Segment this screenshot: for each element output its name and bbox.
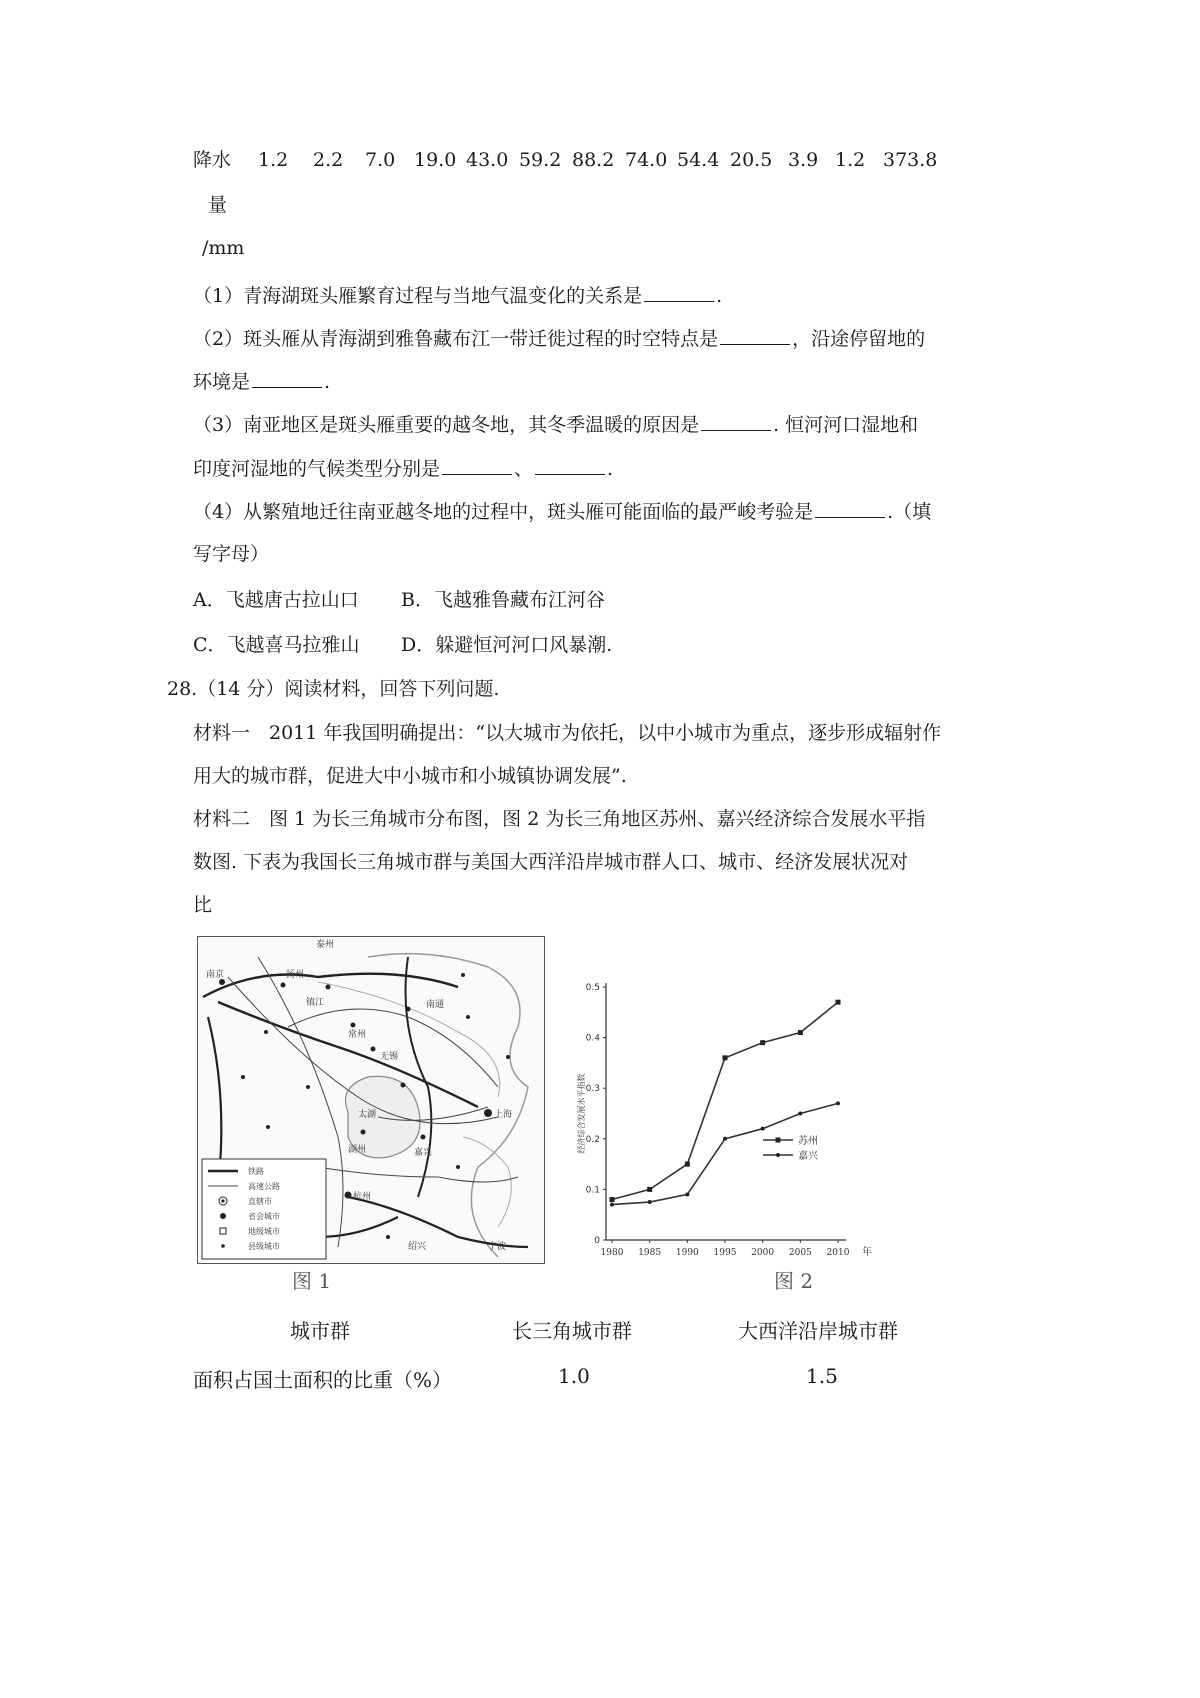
x-tick-label: 2005 <box>788 1248 812 1258</box>
data-point <box>723 1137 727 1141</box>
precip-value: 1.2 <box>835 149 866 171</box>
table-cell: 1.5 <box>806 1364 838 1388</box>
map-label: 南京 <box>206 970 225 980</box>
data-point <box>723 1055 728 1060</box>
precip-value: 1.2 <box>258 149 289 171</box>
table-header: 长三角城市群 <box>512 1319 632 1343</box>
q27-1: （1）青海湖斑头雁繁育过程与当地气温变化的关系是 . <box>193 285 723 307</box>
precip-value: 7.0 <box>365 149 396 171</box>
x-tick-label: 1985 <box>638 1248 662 1258</box>
table-cell: 1.0 <box>558 1364 590 1388</box>
data-point <box>648 1200 652 1204</box>
economy-index-chart <box>568 975 888 1270</box>
y-axis-label: 经济综合发展水平指数 <box>577 1073 586 1154</box>
q28-material2-l3: 比 <box>193 894 213 916</box>
precip-value: 88.2 <box>572 149 615 171</box>
map-label: 绍兴 <box>408 1242 427 1252</box>
precip-value: 43.0 <box>466 149 509 171</box>
y-tick-label: 0.2 <box>585 1134 600 1145</box>
map-label: 杭州 <box>353 1192 372 1202</box>
data-point <box>610 1197 615 1202</box>
legend-text: 省会城市 <box>248 1212 280 1221</box>
precip-row <box>193 148 953 172</box>
precip-value: 54.4 <box>677 149 720 171</box>
figure1-caption: 图 1 <box>292 1269 332 1293</box>
q27-2-cont: 环境是 . <box>193 371 331 393</box>
legend-marker <box>776 1153 780 1157</box>
option-b[interactable]: B．飞越雅鲁藏布江河谷 <box>401 589 605 611</box>
data-point <box>836 1000 841 1005</box>
series-line-suzhou <box>612 1002 838 1199</box>
map-label: 南通 <box>426 1000 445 1010</box>
answer-blank[interactable] <box>701 412 771 431</box>
map-legend <box>202 1159 326 1259</box>
legend-marker <box>776 1138 781 1143</box>
map-label: 嘉兴 <box>414 1148 433 1158</box>
option-a[interactable]: A．飞越唐古拉山口 <box>193 589 359 611</box>
map-label: 无锡 <box>380 1052 399 1062</box>
option-c[interactable]: C．飞越喜马拉雅山 <box>193 634 360 656</box>
q27-2: （2）斑头雁从青海湖到雅鲁藏布江一带迁徙过程的时空特点是 ，沿途停留地的 <box>193 328 926 350</box>
table-cell: 面积占国土面积的比重（%） <box>193 1368 453 1392</box>
option-d[interactable]: D．躲避恒河河口风暴潮. <box>401 634 613 656</box>
precip-value: 19.0 <box>414 149 457 171</box>
data-point <box>610 1203 614 1207</box>
q27-4-cont: 写字母） <box>193 543 270 565</box>
answer-blank[interactable] <box>442 456 512 475</box>
map-svg <box>198 937 544 1263</box>
data-point <box>760 1040 765 1045</box>
x-tick-label: 1990 <box>675 1248 699 1258</box>
map-label: 太湖 <box>358 1110 377 1120</box>
x-tick-label: 1995 <box>713 1248 737 1258</box>
answer-blank[interactable] <box>644 283 714 302</box>
legend-text: 直辖市 <box>248 1197 272 1206</box>
map-label: 泰州 <box>316 940 335 950</box>
answer-blank[interactable] <box>815 499 885 518</box>
data-point <box>685 1192 689 1196</box>
legend-label: 苏州 <box>798 1136 818 1147</box>
answer-blank[interactable] <box>535 456 605 475</box>
q28-material2-l1: 材料二 图 1 为长三角城市分布图，图 2 为长三角地区苏州、嘉兴经济综合发展水平指 <box>193 808 926 830</box>
table-header: 大西洋沿岸城市群 <box>738 1319 898 1343</box>
q28-heading: 28.（14 分）阅读材料，回答下列问题. <box>167 678 500 700</box>
legend-text: 县级城市 <box>248 1242 280 1251</box>
data-point <box>798 1112 802 1116</box>
precip-label: 降水 <box>193 149 232 171</box>
figure2-caption: 图 2 <box>774 1269 814 1293</box>
map-label: 湖州 <box>348 1145 367 1155</box>
answer-blank[interactable] <box>720 326 790 345</box>
x-unit-label: 年 <box>862 1247 872 1258</box>
x-tick-label: 2010 <box>826 1248 850 1258</box>
q27-3-cont: 印度河湿地的气候类型分别是 、 . <box>193 458 614 480</box>
precip-value: 373.8 <box>883 149 938 171</box>
q28-material1-l2: 用大的城市群，促进大中小城市和小城镇协调发展”. <box>193 765 627 787</box>
legend-text: 铁路 <box>248 1167 264 1176</box>
y-tick-label: 0.1 <box>585 1185 600 1196</box>
q28-material2-l2: 数图. 下表为我国长三角城市群与美国大西洋沿岸城市群人口、城市、经济发展状况对 <box>193 851 909 873</box>
legend-label: 嘉兴 <box>798 1151 818 1162</box>
q27-3: （3）南亚地区是斑头雁重要的越冬地，其冬季温暖的原因是 . 恒河河口湿地和 <box>193 414 919 436</box>
chart-svg <box>568 975 888 1270</box>
precip-value: 3.9 <box>788 149 819 171</box>
y-tick-label: 0 <box>594 1236 600 1246</box>
q28-material1-l1: 材料一 2011 年我国明确提出：“以大城市为依托，以中小城市为重点，逐步形成辐射作 <box>193 722 942 744</box>
map-label: 上海 <box>494 1110 513 1120</box>
y-tick-label: 0.5 <box>585 983 600 993</box>
data-point <box>647 1187 652 1192</box>
table-header: 城市群 <box>290 1319 350 1343</box>
x-tick-label: 1980 <box>600 1248 624 1258</box>
yangtze-delta-map <box>197 936 545 1264</box>
legend-text: 地级城市 <box>248 1227 280 1236</box>
data-point <box>761 1127 765 1131</box>
answer-blank[interactable] <box>252 369 322 388</box>
precip-value: 74.0 <box>625 149 668 171</box>
data-point <box>836 1101 840 1105</box>
map-label: 宁波 <box>488 1242 507 1252</box>
precip-label-3: /mm <box>202 237 245 259</box>
map-label: 常州 <box>348 1030 367 1040</box>
q27-4: （4）从繁殖地迁往南亚越冬地的过程中，斑头雁可能面临的最严峻考验是 .（填 <box>193 501 932 523</box>
precip-label-2: 量 <box>208 194 228 216</box>
map-label: 镇江 <box>306 998 325 1008</box>
data-point <box>685 1162 690 1167</box>
precip-value: 59.2 <box>519 149 562 171</box>
y-tick-label: 0.4 <box>585 1033 600 1044</box>
data-point <box>798 1030 803 1035</box>
precip-value: 20.5 <box>730 149 773 171</box>
x-tick-label: 2000 <box>751 1248 775 1258</box>
precip-value: 2.2 <box>313 149 344 171</box>
map-label: 扬州 <box>286 970 305 980</box>
legend-text: 高速公路 <box>248 1182 280 1191</box>
y-tick-label: 0.3 <box>585 1084 600 1095</box>
